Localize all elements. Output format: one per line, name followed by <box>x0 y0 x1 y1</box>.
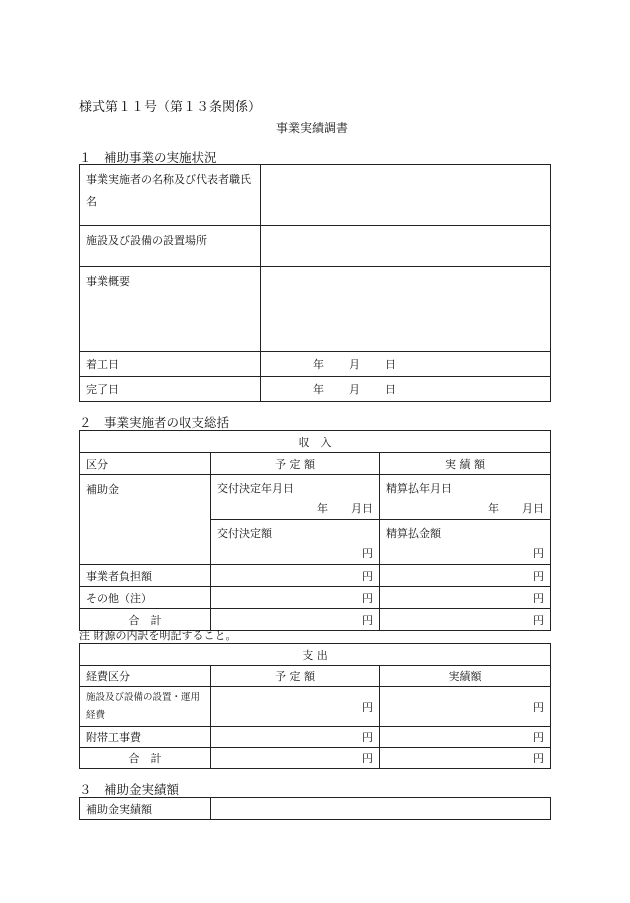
start-date-label: 着工日 <box>80 352 261 377</box>
ancillary-work-label: 附帯工事費 <box>80 727 211 748</box>
col-planned: 予 定 額 <box>211 453 380 475</box>
month-label: 月 <box>349 383 360 396</box>
other-actual[interactable]: 円 <box>380 587 551 609</box>
settlement-amount-cell[interactable] <box>380 520 551 565</box>
col-expense-category: 経費区分 <box>80 666 211 687</box>
col-expense-planned: 予 定 額 <box>211 666 380 687</box>
section1-heading: １ 補助事業の実施状況 <box>79 150 217 165</box>
expense-table <box>79 643 551 769</box>
day-label: 日 <box>385 358 396 371</box>
grant-decision-date-ymd <box>217 499 373 519</box>
day-label: 日 <box>362 502 373 515</box>
other-planned[interactable]: 円 <box>211 587 380 609</box>
applicant-name-value[interactable] <box>261 165 551 226</box>
settlement-date-label: 精算払年月日 <box>386 482 452 495</box>
overview-value[interactable] <box>261 267 551 352</box>
subsidy-result-table <box>79 797 551 820</box>
facility-expense-actual[interactable]: 円 <box>380 687 551 727</box>
income-header: 収 入 <box>80 431 551 453</box>
col-expense-actual: 実績額 <box>380 666 551 687</box>
ancillary-work-actual[interactable]: 円 <box>380 727 551 748</box>
month-label: 月 <box>351 502 362 515</box>
grant-decision-amount-label: 交付決定額 <box>217 527 272 540</box>
grant-decision-amount-cell[interactable] <box>211 520 380 565</box>
facility-expense-planned[interactable]: 円 <box>211 687 380 727</box>
other-label: その他（注） <box>80 587 211 609</box>
funding-note: 注 財源の内訳を明記すること。 <box>79 629 237 642</box>
year-label: 年 <box>313 383 324 396</box>
expense-header: 支 出 <box>80 644 551 666</box>
location-label: 施設及び設備の設置場所 <box>80 226 261 267</box>
ancillary-work-planned[interactable]: 円 <box>211 727 380 748</box>
expense-total-planned[interactable]: 円 <box>211 748 380 769</box>
col-actual: 実 績 額 <box>380 453 551 475</box>
year-label: 年 <box>313 358 324 371</box>
yen-label: 円 <box>533 547 545 560</box>
settlement-date-ymd <box>386 499 544 519</box>
self-burden-planned[interactable]: 円 <box>211 565 380 587</box>
month-label: 月 <box>349 358 360 371</box>
overview-label: 事業概要 <box>80 267 261 352</box>
income-table <box>79 430 551 631</box>
section3-heading: ３ 補助金実績額 <box>79 782 180 797</box>
subsidy-result-label: 補助金実績額 <box>80 798 211 820</box>
form-id: 様式第１１号（第１３条関係） <box>79 100 262 115</box>
yen-label: 円 <box>362 547 373 560</box>
completion-date-label: 完了日 <box>80 377 261 402</box>
facility-expense-label: 施設及び設備の設置・運用経費 <box>80 687 211 727</box>
implementation-table <box>79 164 551 402</box>
day-label: 日 <box>385 383 396 396</box>
year-label: 年 <box>488 502 500 515</box>
month-label: 月 <box>522 502 534 515</box>
col-category: 区分 <box>80 453 211 475</box>
expense-total-label: 合 計 <box>80 748 211 769</box>
year-label: 年 <box>317 502 328 515</box>
subsidy-label: 補助金 <box>80 475 211 565</box>
income-total-actual[interactable]: 円 <box>380 609 551 631</box>
location-value[interactable] <box>261 226 551 267</box>
grant-decision-date-label: 交付決定年月日 <box>217 482 294 495</box>
settlement-date-cell[interactable] <box>380 475 551 520</box>
self-burden-actual[interactable]: 円 <box>380 565 551 587</box>
income-total-planned[interactable]: 円 <box>211 609 380 631</box>
applicant-name-label: 事業実施者の名称及び代表者職氏名 <box>80 165 261 226</box>
income-total-label: 合 計 <box>80 609 211 631</box>
day-label: 日 <box>533 502 545 515</box>
subsidy-result-value[interactable] <box>211 798 551 820</box>
completion-date-value[interactable] <box>261 377 551 402</box>
section2-heading: ２ 事業実施者の収支総括 <box>79 415 230 430</box>
grant-decision-date-cell[interactable] <box>211 475 380 520</box>
settlement-amount-label: 精算払金額 <box>386 527 441 540</box>
self-burden-label: 事業者負担額 <box>80 565 211 587</box>
start-date-value[interactable] <box>261 352 551 377</box>
expense-total-actual[interactable]: 円 <box>380 748 551 769</box>
document-title: 事業実績調書 <box>276 121 349 135</box>
